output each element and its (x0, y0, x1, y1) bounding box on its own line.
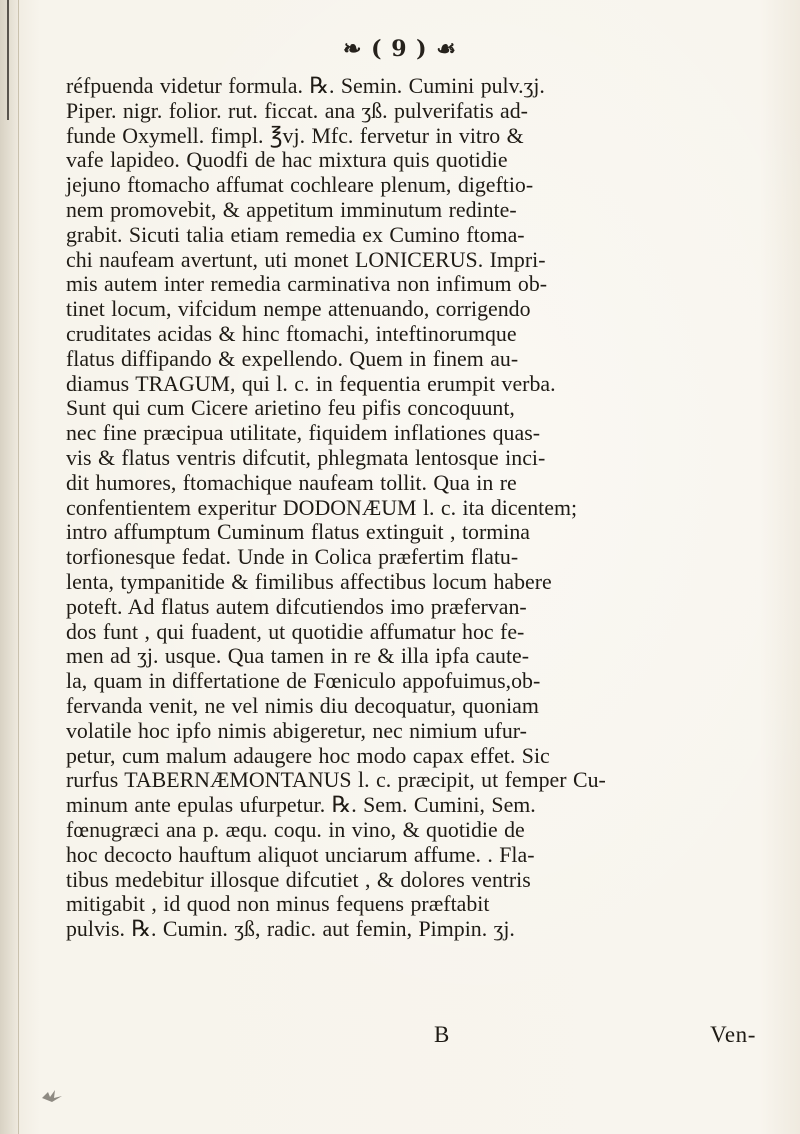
text-line: mis autem inter remedia carminativa non infimum ob- (66, 271, 548, 297)
text-line: nec fine præcipua utilitate, fiquidem inflationes quas- (66, 420, 540, 446)
text-line: grabit. Sicuti talia etiam remedia ex Cumino ftoma- (66, 221, 525, 247)
text-line: confentientem experitur DODONÆUM l. c. ita dicentem; (66, 494, 578, 520)
body-text (66, 74, 776, 942)
text-line: dit humores, ftomachique naufeam tollit. Qua in re (66, 469, 517, 495)
text-line: hoc decocto hauftum aliquot unciarum affume. . Fla- (66, 841, 535, 867)
text-line: pulvis. ℞. Cumin. ʒß, radic. aut femin, Pimpin. ʒj. (66, 916, 515, 942)
text-line: lenta, tympanitide & fimilibus affectibus locum habere (66, 568, 552, 594)
text-line: men ad ʒj. usque. Qua tamen in re & illa ipfa caute- (66, 643, 530, 669)
text-line: réfpuenda videtur formula. ℞. Semin. Cumini pulv.ʒj. (66, 73, 545, 98)
text-line: Sunt qui cum Cicere arietino feu pifis concoquunt, (66, 395, 515, 421)
text-line: tibus medebitur illosque difcutiet , & dolores ventris (66, 866, 531, 892)
signature-mark: B (434, 1022, 450, 1047)
text-line: la, quam in differtatione de Fœniculo appofuimus,ob- (66, 668, 541, 694)
text-line: chi naufeam avertunt, uti monet LONICERUS. Impri- (66, 246, 546, 272)
text-line: poteft. Ad flatus autem difcutiendos imo præfervan- (66, 593, 527, 619)
text-line: volatile hoc ipfo nimis abigeretur, nec nimium ufur- (66, 717, 527, 743)
text-line: fœnugræci ana p. æqu. coqu. in vino, & quotidie de (66, 816, 525, 842)
page-gutter (0, 0, 19, 1134)
text-line: minum ante epulas ufurpetur. ℞. Sem. Cumini, Sem. (66, 792, 536, 818)
text-line: tinet locum, vifcidum nempe attenuando, corrigendo (66, 296, 531, 322)
text-line: torfionesque fedat. Unde in Colica præfertim flatu- (66, 544, 519, 570)
text-line: petur, cum malum adaugere hoc modo capax effet. Sic (66, 742, 550, 768)
text-line: nem promovebit, & appetitum imminutum redinte- (66, 196, 517, 222)
text-line: intro affumptum Cuminum flatus extinguit , tormina (66, 519, 530, 545)
text-line: vafe lapideo. Quodfi de hac mixtura quis quotidie (66, 147, 508, 173)
text-line: fervanda venit, ne vel nimis diu decoquatur, quoniam (66, 692, 539, 718)
text-line: vis & flatus ventris difcutit, phlegmata lentosque inci- (66, 444, 546, 470)
text-line: flatus diffipando & expellendo. Quem in finem au- (66, 345, 519, 371)
ink-smudge-icon (40, 1088, 66, 1106)
text-line: funde Oxymell. fimpl. ℥vj. Mfc. fervetur in vitro & (66, 122, 524, 148)
text-line: cruditates acidas & hinc ftomachi, inteftinorumque (66, 320, 517, 346)
text-line: diamus TRAGUM, qui l. c. in fequentia erumpit verba. (66, 370, 556, 396)
text-line: Piper. nigr. folior. rut. ficcat. ana ʒß. pulverifatis ad- (66, 97, 528, 123)
text-line: dos funt , qui fuadent, ut quotidie affumatur hoc fe- (66, 618, 525, 644)
text-line: rurfus TABERNÆMONTANUS l. c. præcipit, ut femper Cu- (66, 767, 606, 793)
footer-line (66, 1022, 756, 1052)
text-line: jejuno ftomacho affumat cochleare plenum, digeftio- (66, 172, 534, 198)
running-head: ❧ ( 9 ) ☙ (343, 36, 457, 62)
catchword: Ven- (710, 1022, 756, 1047)
text-line: mitigabit , id quod non minus fequens præftabit (66, 891, 490, 917)
